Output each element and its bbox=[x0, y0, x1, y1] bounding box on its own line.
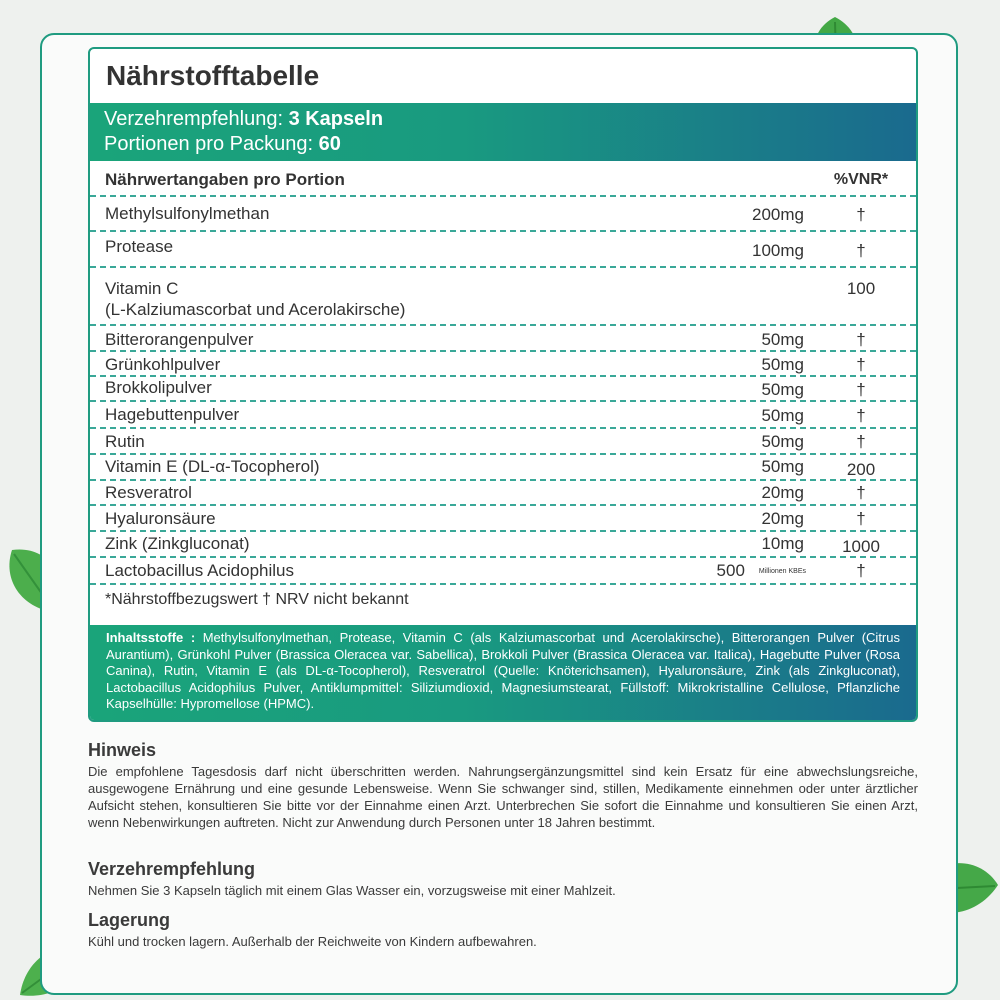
row-vnr: † bbox=[856, 432, 866, 451]
verzehr-text: Nehmen Sie 3 Kapseln täglich mit einem Glas Wasser ein, vorzugsweise mit einer Mahlzeit. bbox=[88, 883, 616, 898]
row-amount bbox=[717, 561, 806, 581]
hinweis-text: Die empfohlene Tagesdosis darf nicht überschritten werden. Nahrungsergänzungsmittel sind kein Ersatz für eine abwechslungsreiche, ausgewogene Ernährung und eine gesunde Lebensweise. Wenn Sie schwanger sind, stillen, Medikamente einnehmen oder unter ärztlicher Aufsicht stehen, konsultieren Sie bitte vor der Einnahme einen Arzt. Unterbrechen Sie sofort die Einnahme und konsultieren Sie einen Arzt, wenn Nebenwirkungen auftreten. Nicht zur Anwendung durch Personen unter 18 Jahren bestimmt. bbox=[88, 764, 918, 830]
serving-label: Verzehrempfehlung: bbox=[104, 108, 289, 130]
row-name: Vitamin C bbox=[105, 279, 179, 298]
row-vnr: † bbox=[856, 561, 866, 580]
row-name: Hagebuttenpulver bbox=[105, 405, 240, 424]
nutrition-panel bbox=[88, 47, 918, 722]
footnote bbox=[90, 585, 916, 615]
verzehr-section bbox=[88, 858, 918, 899]
row-name: Methylsulfonylmethan bbox=[105, 204, 270, 223]
portions-line bbox=[104, 132, 902, 157]
row-amount: 50mg bbox=[761, 380, 804, 399]
hinweis-title: Hinweis bbox=[88, 740, 157, 760]
row-amount: 20mg bbox=[761, 483, 804, 502]
row-name: Protease bbox=[105, 237, 174, 256]
row-name: Resveratrol bbox=[105, 483, 192, 502]
row-vnr: 1000 bbox=[842, 537, 880, 556]
serving-banner bbox=[90, 103, 916, 161]
row-name: Vitamin E (DL-α-Tocopherol) bbox=[105, 457, 320, 476]
vnr-header: %VNR* bbox=[833, 171, 889, 188]
portions-label: Portionen pro Packung: bbox=[104, 133, 319, 155]
row-amount: 50mg bbox=[761, 330, 804, 349]
portions-value: 60 bbox=[318, 133, 341, 155]
row-vnr: † bbox=[856, 483, 866, 502]
verzehr-title: Verzehrempfehlung bbox=[88, 859, 256, 879]
row-amount-unit: Millionen KBEs bbox=[758, 568, 806, 576]
row-amount: 200mg bbox=[752, 205, 804, 224]
table-row bbox=[90, 402, 916, 429]
ingredients-label: Inhaltsstoffe : bbox=[106, 630, 203, 645]
row-name: Hyaluronsäure bbox=[105, 509, 216, 528]
table-row bbox=[90, 268, 916, 326]
row-name: Lactobacillus Acidophilus bbox=[105, 561, 295, 580]
footnote-text: *Nährstoffbezugswert † NRV nicht bekannt bbox=[105, 591, 409, 608]
row-vnr: † bbox=[856, 406, 866, 425]
row-name: Rutin bbox=[105, 432, 145, 451]
table-row bbox=[90, 532, 916, 558]
row-name-detail: (L-Kalziumascorbat und Acerolakirsche) bbox=[105, 300, 406, 319]
row-amount: 50mg bbox=[761, 432, 804, 451]
row-vnr: † bbox=[856, 355, 866, 374]
row-amount: 10mg bbox=[761, 534, 804, 553]
lagerung-title: Lagerung bbox=[88, 910, 171, 930]
serving-value: 3 Kapseln bbox=[288, 108, 384, 130]
table-row bbox=[90, 377, 916, 402]
row-name: Bitterorangenpulver bbox=[105, 330, 254, 349]
row-amount: 20mg bbox=[761, 509, 804, 528]
row-vnr: † bbox=[856, 205, 866, 224]
table-row bbox=[90, 232, 916, 268]
row-vnr: † bbox=[856, 241, 866, 260]
table-row bbox=[90, 429, 916, 455]
serving-line bbox=[104, 107, 902, 132]
table-row bbox=[90, 481, 916, 506]
row-name: Brokkolipulver bbox=[105, 378, 212, 397]
table-row bbox=[90, 352, 916, 377]
row-name: Zink (Zinkgluconat) bbox=[105, 534, 250, 553]
panel-title: Nährstofftabelle bbox=[106, 60, 320, 91]
lagerung-section bbox=[88, 909, 918, 950]
row-name: Grünkohlpulver bbox=[105, 355, 221, 374]
row-amount-value: 500 bbox=[716, 561, 745, 580]
lagerung-text: Kühl und trocken lagern. Außerhalb der Reichweite von Kindern aufbewahren. bbox=[88, 934, 537, 949]
row-vnr: 100 bbox=[846, 279, 876, 298]
ingredients-box bbox=[90, 625, 916, 720]
table-row bbox=[90, 197, 916, 232]
row-amount: 50mg bbox=[761, 457, 804, 476]
hinweis-section bbox=[88, 739, 918, 831]
table-row bbox=[90, 558, 916, 585]
table-header-row bbox=[90, 161, 916, 197]
row-amount: 100mg bbox=[752, 241, 804, 260]
row-amount: 50mg bbox=[761, 406, 804, 425]
table-header-label: Nährwertangaben pro Portion bbox=[105, 170, 345, 189]
table-row bbox=[90, 326, 916, 352]
table-row bbox=[90, 455, 916, 481]
row-vnr: † bbox=[856, 509, 866, 528]
table-row bbox=[90, 506, 916, 532]
row-vnr: 200 bbox=[846, 460, 876, 479]
row-amount: 50mg bbox=[761, 355, 804, 374]
ingredients-text: Methylsulfonylmethan, Protease, Vitamin C (als Kalziumascorbat und Acerolakirsche), Bitterorangen Pulver (Citrus Aurantium), Grünkohl Pulver (Brassica Oleracea var. Sabellica), Brokkoli Pulver (Brassica Oleracea var. Italica), Hagebutte Pulver (Rosa Canina), Rutin, Vitamin E (als DL-α-Tocopherol), Resveratrol (Quelle: Knöterichsamen), Hyaluronsäure, Zink (als Zinkgluconat), Lactobacillus Acidophilus Pulver, Antiklumpmittel: Siliziumdioxid, Magnesiumstearat, Füllstoff: Mikrokristalline Cellulose, Pflanzliche Kapselhülle: Hypromellose (HPMC). bbox=[106, 630, 900, 711]
row-vnr: † bbox=[856, 330, 866, 349]
row-vnr: † bbox=[856, 380, 866, 399]
